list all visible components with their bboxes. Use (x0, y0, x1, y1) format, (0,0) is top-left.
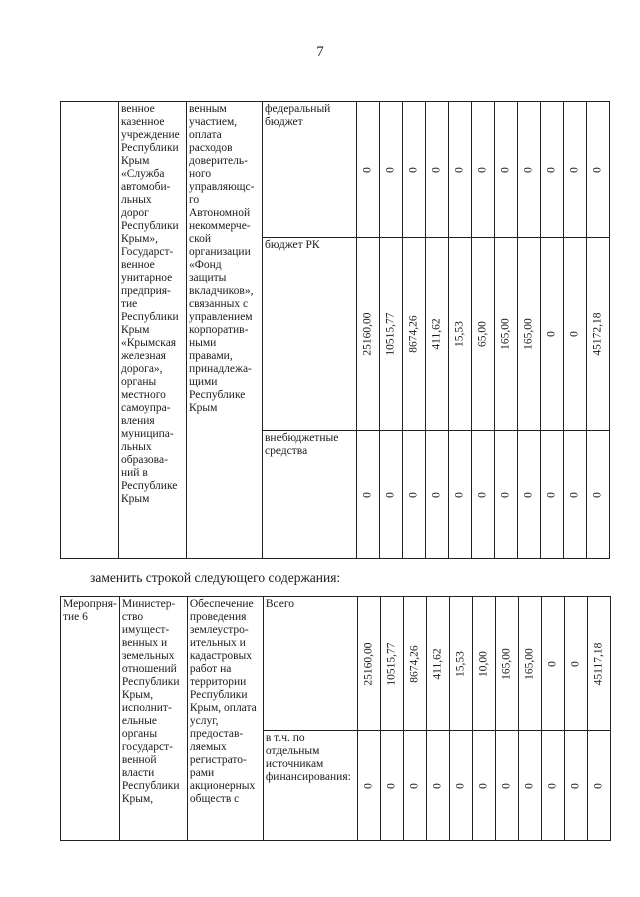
value-cell: 15,53 (449, 597, 472, 731)
replace-instruction: заменить строкой следующего содержания: (90, 570, 341, 585)
value-cell: 0 (403, 731, 426, 841)
value-cell: 0 (449, 731, 472, 841)
source-cell: Всего (263, 597, 357, 731)
source-cell: в т.ч. по отдельным источникам финансирования: (263, 731, 357, 841)
value-cell: 0 (518, 102, 541, 238)
activity-cell: венным участием, оплата расходов доверитель- ного управляющс- го Автономной некоммерче- ской организации «Фонд защиты вкладчиков», связанных с управлением корпоратив- ными правами, принадлежа- щими Республике Крым (187, 102, 263, 559)
value-cell: 10,00 (472, 597, 495, 731)
value-cell: 0 (472, 731, 495, 841)
value-cell: 25160,00 (357, 238, 380, 431)
value-cell: 0 (518, 731, 541, 841)
value-cell: 0 (495, 431, 518, 559)
event-cell: Меропрня- тие 6 (61, 597, 120, 841)
old-row-table (60, 101, 610, 559)
value-cell: 0 (564, 102, 587, 238)
activity-cell: Обеспечение проведения землеустро- ительных и кадастровых работ на территории Республики Крым, оплата услуг, предостав- ляемых регистрато- рами акционерных обществ с (187, 597, 263, 841)
value-cell: 165,00 (495, 597, 518, 731)
value-cell: 15,53 (449, 238, 472, 431)
value-cell: 411,62 (426, 597, 449, 731)
source-cell: внебюджетные средства (263, 431, 357, 559)
value-cell: 0 (495, 731, 518, 841)
table-row (61, 597, 611, 731)
value-cell: 10515,77 (380, 597, 403, 731)
value-cell: 0 (380, 731, 403, 841)
value-cell: 8674,26 (403, 238, 426, 431)
value-cell: 0 (357, 731, 380, 841)
value-cell: 0 (541, 597, 564, 731)
value-cell: 0 (449, 431, 472, 559)
value-cell: 0 (587, 431, 610, 559)
value-cell: 0 (541, 731, 564, 841)
value-cell: 0 (403, 102, 426, 238)
value-cell: 0 (357, 102, 380, 238)
source-cell: федеральный бюджет (263, 102, 357, 238)
value-cell: 165,00 (495, 238, 518, 431)
new-row-table (60, 596, 611, 841)
value-cell: 10515,77 (380, 238, 403, 431)
table-row (61, 102, 610, 238)
executor-cell: венное казенное учреждение Республики Крым «Служба автомоби- льных дорог Республики Крым», Государст- венное унитарное предприя- тие Республики Крым «Крымская железная дорога», органы местного самоупра- вления муниципа- льных образова- ний в Республике Крым (119, 102, 187, 559)
source-cell: бюджет РК (263, 238, 357, 431)
value-cell: 0 (472, 431, 495, 559)
value-cell: 0 (472, 102, 495, 238)
value-cell: 0 (426, 731, 449, 841)
value-cell: 0 (564, 597, 587, 731)
value-cell: 45172,18 (587, 238, 610, 431)
value-cell: 0 (541, 102, 564, 238)
value-cell: 0 (357, 431, 380, 559)
value-cell: 0 (541, 431, 564, 559)
value-cell: 0 (426, 431, 449, 559)
value-cell: 0 (449, 102, 472, 238)
value-cell: 0 (541, 238, 564, 431)
value-cell: 0 (495, 102, 518, 238)
value-cell: 65,00 (472, 238, 495, 431)
page-number: 7 (316, 44, 324, 60)
value-cell: 165,00 (518, 597, 541, 731)
value-cell: 8674,26 (403, 597, 426, 731)
value-cell: 0 (380, 102, 403, 238)
value-cell: 0 (587, 102, 610, 238)
value-cell: 0 (426, 102, 449, 238)
value-cell: 0 (403, 431, 426, 559)
value-cell: 165,00 (518, 238, 541, 431)
executor-cell: Министер- ство имущест- венных и земельных отношений Республики Крым, исполнит- ельные органы государст- венной власти Республики Крым, (119, 597, 187, 841)
value-cell: 0 (564, 238, 587, 431)
value-cell: 25160,00 (357, 597, 380, 731)
value-cell: 0 (380, 431, 403, 559)
value-cell: 0 (564, 431, 587, 559)
value-cell: 411,62 (426, 238, 449, 431)
event-cell (61, 102, 119, 559)
value-cell: 45117,18 (587, 597, 610, 731)
value-cell: 0 (564, 731, 587, 841)
value-cell: 0 (518, 431, 541, 559)
value-cell: 0 (587, 731, 610, 841)
